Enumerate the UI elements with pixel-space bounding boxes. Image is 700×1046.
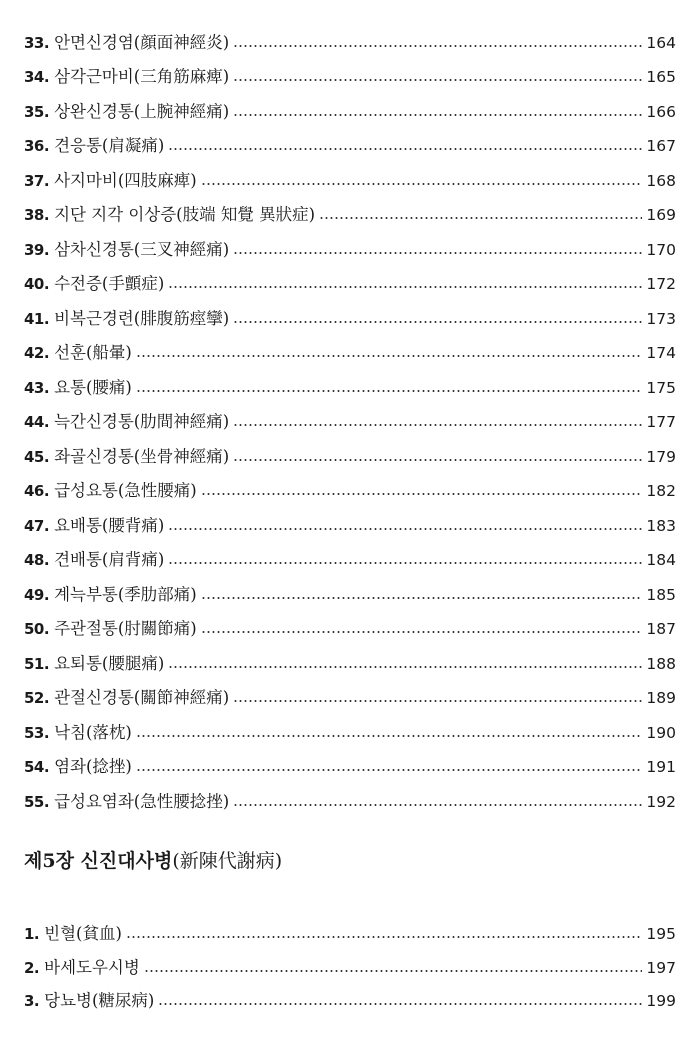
entry-title: 계늑부통(季肋部痛): [54, 585, 197, 604]
dot-leader: [168, 666, 642, 668]
entry-number: 39.: [24, 241, 50, 259]
toc-entry: [24, 581, 676, 609]
entry-number: 46.: [24, 482, 50, 500]
entry-title: 좌골신경통(坐骨神經痛): [54, 447, 230, 466]
entry-number: 53.: [24, 724, 50, 742]
entry-title: 늑간신경통(肋間神經痛): [54, 412, 230, 431]
entry-title: 빈혈(貧血): [44, 924, 122, 943]
dot-leader: [136, 735, 642, 737]
toc-entry: [24, 270, 676, 298]
toc-entry: [24, 615, 676, 643]
entry-title: 염좌(捻挫): [54, 757, 132, 776]
entry-number: 34.: [24, 68, 50, 86]
entry-number: 37.: [24, 172, 50, 190]
toc-entry: [24, 98, 676, 126]
toc-entry: [24, 167, 676, 195]
entry-page: 166: [646, 103, 676, 121]
entry-title: 요퇴통(腰腿痛): [54, 654, 165, 673]
entry-title: 사지마비(四肢麻痺): [54, 171, 197, 190]
entry-number: 1.: [24, 925, 40, 943]
dot-leader: [168, 286, 642, 288]
entry-number: 35.: [24, 103, 50, 121]
entry-number: 2.: [24, 959, 40, 977]
entry-number: 38.: [24, 206, 50, 224]
entry-page: 174: [646, 344, 676, 362]
entry-number: 48.: [24, 551, 50, 569]
entry-title: 상완신경통(上腕神經痛): [54, 102, 230, 121]
entry-title: 안면신경염(顔面神經炎): [54, 33, 230, 52]
entry-number: 51.: [24, 655, 50, 673]
entry-page: 172: [646, 275, 676, 293]
entry-number: 3.: [24, 992, 40, 1010]
entry-number: 45.: [24, 448, 50, 466]
entry-number: 43.: [24, 379, 50, 397]
toc-entry: [24, 954, 676, 982]
entry-page: 175: [646, 379, 676, 397]
chapter-title: 제5장 신진대사병: [24, 850, 173, 872]
dot-leader: [136, 769, 642, 771]
entry-title: 주관절통(肘關節痛): [54, 619, 197, 638]
toc-entry: [24, 132, 676, 160]
dot-leader: [233, 114, 642, 116]
dot-leader: [201, 183, 642, 185]
entry-page: 183: [646, 517, 676, 535]
dot-leader: [168, 148, 642, 150]
dot-leader: [201, 597, 642, 599]
entry-title: 비복근경련(腓腹筋痙攣): [54, 309, 230, 328]
entry-page: 191: [646, 758, 676, 776]
entry-number: 52.: [24, 689, 50, 707]
entry-title: 수전증(手顫症): [54, 274, 165, 293]
entry-title: 바세도우시병: [44, 958, 140, 977]
toc-entry: [24, 443, 676, 471]
entry-title: 견응통(肩凝痛): [54, 136, 165, 155]
entry-number: 36.: [24, 137, 50, 155]
entry-title: 삼차신경통(三叉神經痛): [54, 240, 230, 259]
dot-leader: [126, 936, 642, 938]
entry-title: 관절신경통(關節神經痛): [54, 688, 230, 707]
toc-entry: [24, 305, 676, 333]
dot-leader: [136, 390, 642, 392]
dot-leader: [201, 493, 642, 495]
dot-leader: [168, 528, 642, 530]
dot-leader: [233, 459, 642, 461]
toc-entry: [24, 201, 676, 229]
toc-entry: [24, 512, 676, 540]
entry-page: 164: [646, 34, 676, 52]
entry-page: 165: [646, 68, 676, 86]
entry-number: 33.: [24, 34, 50, 52]
dot-leader: [168, 562, 642, 564]
dot-leader: [233, 45, 642, 47]
dot-leader: [233, 700, 642, 702]
entry-number: 55.: [24, 793, 50, 811]
entry-page: 182: [646, 482, 676, 500]
chapter-heading: [24, 846, 282, 876]
entry-title: 선훈(船暈): [54, 343, 132, 362]
toc-entry: [24, 236, 676, 264]
toc-entry: [24, 753, 676, 781]
toc-entry: [24, 63, 676, 91]
entry-page: 167: [646, 137, 676, 155]
entry-page: 197: [646, 959, 676, 977]
entry-number: 41.: [24, 310, 50, 328]
entry-page: 169: [646, 206, 676, 224]
dot-leader: [233, 804, 642, 806]
entry-number: 44.: [24, 413, 50, 431]
entry-title: 지단 지각 이상증(肢端 知覺 異狀症): [54, 205, 316, 224]
entry-title: 삼각근마비(三角筋麻痺): [54, 67, 230, 86]
toc-entry: [24, 408, 676, 436]
entry-page: 184: [646, 551, 676, 569]
dot-leader: [144, 970, 642, 972]
entry-number: 40.: [24, 275, 50, 293]
entry-page: 192: [646, 793, 676, 811]
entry-title: 급성요통(急性腰痛): [54, 481, 197, 500]
entry-title: 낙침(落枕): [54, 723, 132, 742]
entry-page: 195: [646, 925, 676, 943]
dot-leader: [233, 79, 642, 81]
entry-page: 179: [646, 448, 676, 466]
toc-entry: [24, 650, 676, 678]
toc-entry: [24, 788, 676, 816]
entry-number: 50.: [24, 620, 50, 638]
entry-title: 요배통(腰背痛): [54, 516, 165, 535]
dot-leader: [201, 631, 642, 633]
dot-leader: [158, 1003, 642, 1005]
entry-number: 49.: [24, 586, 50, 604]
entry-page: 188: [646, 655, 676, 673]
chapter-title-hanja: (新陳代謝病): [172, 850, 283, 872]
toc-entry: [24, 546, 676, 574]
entry-title: 급성요염좌(急性腰捻挫): [54, 792, 230, 811]
toc-entry: [24, 920, 676, 948]
entry-page: 189: [646, 689, 676, 707]
toc-entry: [24, 29, 676, 57]
dot-leader: [233, 424, 642, 426]
toc-entry: [24, 987, 676, 1015]
toc-entry: [24, 477, 676, 505]
toc-entry: [24, 339, 676, 367]
entry-page: 168: [646, 172, 676, 190]
entry-page: 190: [646, 724, 676, 742]
entry-title: 견배통(肩背痛): [54, 550, 165, 569]
entry-title: 요통(腰痛): [54, 378, 132, 397]
entry-title: 당뇨병(糖尿病): [44, 991, 155, 1010]
dot-leader: [136, 355, 642, 357]
entry-page: 173: [646, 310, 676, 328]
entry-number: 54.: [24, 758, 50, 776]
dot-leader: [233, 252, 642, 254]
dot-leader: [319, 217, 642, 219]
toc-entry: [24, 374, 676, 402]
entry-page: 185: [646, 586, 676, 604]
toc-entry: [24, 684, 676, 712]
entry-number: 42.: [24, 344, 50, 362]
entry-page: 187: [646, 620, 676, 638]
toc-entry: [24, 719, 676, 747]
entry-page: 199: [646, 992, 676, 1010]
entry-page: 170: [646, 241, 676, 259]
dot-leader: [233, 321, 642, 323]
entry-number: 47.: [24, 517, 50, 535]
entry-page: 177: [646, 413, 676, 431]
